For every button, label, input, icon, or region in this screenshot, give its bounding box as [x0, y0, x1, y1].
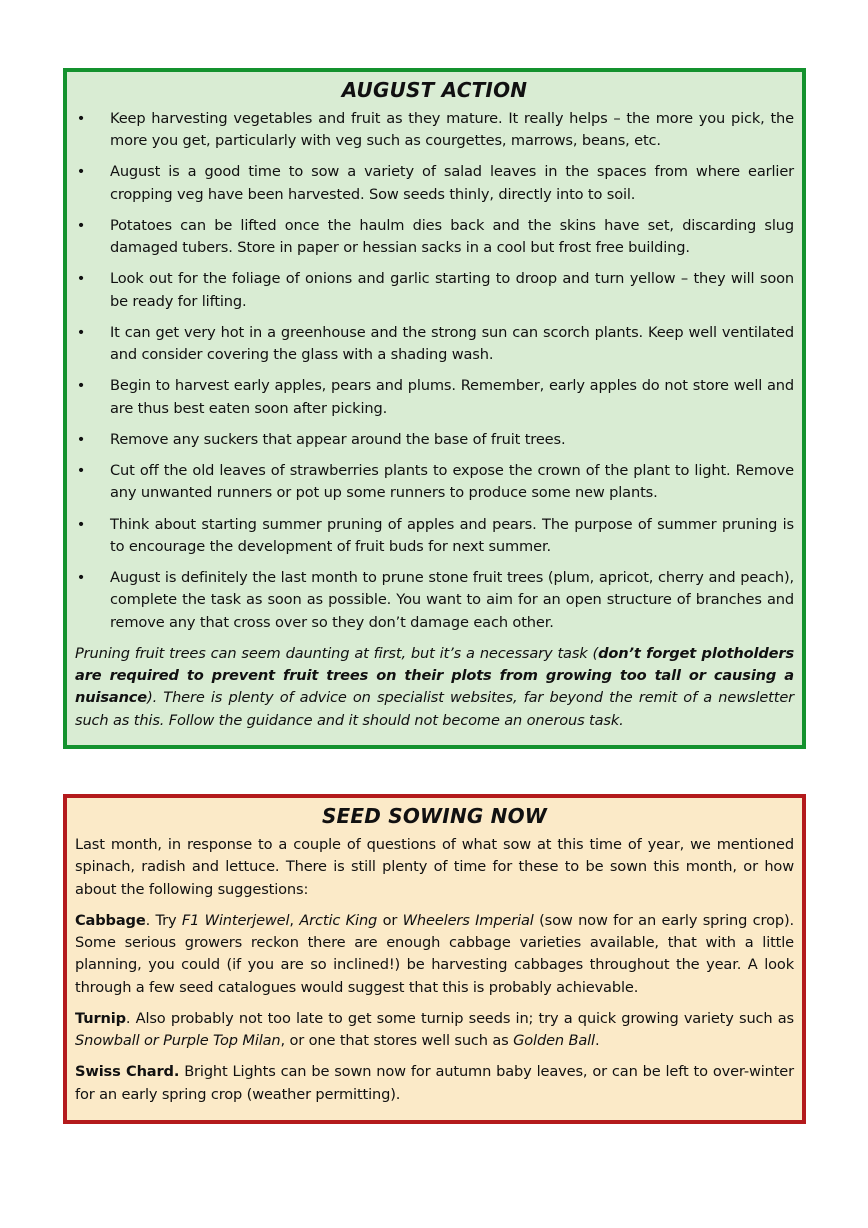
pruning-note-emphasis: don’t forget plotholders are required to prevent fruit trees on their plots from growing too tall or causing a nuisance: [75, 644, 794, 707]
bullet-icon: •: [76, 216, 86, 234]
bullet-icon: •: [76, 270, 86, 288]
turnip-label: Turnip: [75, 1009, 126, 1027]
list-item: • Look out for the foliage of onions and garlic starting to droop and turn yellow – they will soon be ready for lifting.: [76, 270, 794, 310]
list-item: • Potatoes can be lifted once the haulm dies back and the skins have set, discarding slug damaged tubers. Store in paper or hessian sacks in a cool but frost free building.: [76, 216, 794, 257]
cabbage-paragraph: Cabbage. Try F1 Winterjewel, Arctic King or Wheelers Imperial (sow now for an early spring crop). Some serious growers reckon there are enough cabbage varieties available, that with a little planning, you could (if you are so inclined!) be harvesting cabbages throughout the year. A look through a few seed catalogues would suggest that this is probably achievable.: [75, 911, 794, 996]
list-item: • Cut off the old leaves of strawberries plants to expose the crown of the plant to light. Remove any unwanted runners or pot up some runners to produce some new plants.: [76, 462, 794, 502]
list-item: • August is a good time to sow a variety of salad leaves in the spaces from where earlier cropping veg have been harvested. Sow seeds thinly, directly into to soil.: [76, 163, 794, 203]
seed-sowing-title: SEED SOWING NOW: [321, 804, 548, 828]
bullet-icon: •: [76, 110, 86, 127]
list-item: • It can get very hot in a greenhouse and the strong sun can scorch plants. Keep well ventilated and consider covering the glass with a shading wash.: [76, 323, 794, 364]
seed-sowing-intro: Last month, in response to a couple of questions of what sow at this time of year, we mentioned spinach, radish and lettuce. There is still plenty of time for these to be sown this month, or how about the following suggestions:: [75, 836, 794, 898]
bullet-icon: •: [76, 163, 86, 181]
list-item: • Keep harvesting vegetables and fruit as they mature. It really helps – the more you pick, the more you get, particularly with veg such as courgettes, marrows, beans, etc.: [76, 110, 794, 150]
pruning-note: Pruning fruit trees can seem daunting at first, but it’s a necessary task (don’t forget plotholders are required to prevent fruit trees on their plots from growing too tall or causing a nuisance). There is plenty of advice on specialist websites, far beyond the remit of a newsletter such as this. Follow the guidance and it should not become an onerous task.: [75, 644, 794, 729]
list-item: • Begin to harvest early apples, pears and plums. Remember, early apples do not store well and are thus best eaten soon after picking.: [76, 377, 794, 417]
list-item: • August is definitely the last month to prune stone fruit trees (plum, apricot, cherry and peach), complete the task as soon as possible. You want to aim for an open structure of branches and remove any that cross over so they don’t damage each other.: [76, 569, 794, 631]
bullet-icon: •: [76, 515, 86, 533]
list-item: • Think about starting summer pruning of apples and pears. The purpose of summer pruning is to encourage the development of fruit buds for next summer.: [76, 515, 794, 555]
bullet-icon: •: [76, 430, 86, 448]
turnip-paragraph: Turnip. Also probably not too late to get some turnip seeds in; try a quick growing variety such as Snowball or Purple Top Milan, or one that stores well such as Golden Ball.: [75, 1009, 794, 1050]
swiss-chard-label: Swiss Chard.: [75, 1063, 180, 1081]
bullet-icon: •: [76, 569, 86, 587]
list-item: • Remove any suckers that appear around the base of fruit trees.: [75, 429, 794, 451]
seed-sowing-box: [63, 794, 806, 1124]
august-action-title: AUGUST ACTION: [341, 78, 528, 102]
bullet-icon: •: [76, 462, 86, 480]
bullet-icon: •: [76, 377, 86, 395]
bullet-icon: •: [76, 323, 86, 341]
swiss-chard-paragraph: Swiss Chard. Bright Lights can be sown now for autumn baby leaves, or can be left to over-winter for an early spring crop (weather permitting).: [75, 1063, 794, 1103]
august-action-list: [75, 108, 794, 634]
august-action-box: [63, 68, 806, 749]
cabbage-label: Cabbage: [75, 911, 146, 929]
